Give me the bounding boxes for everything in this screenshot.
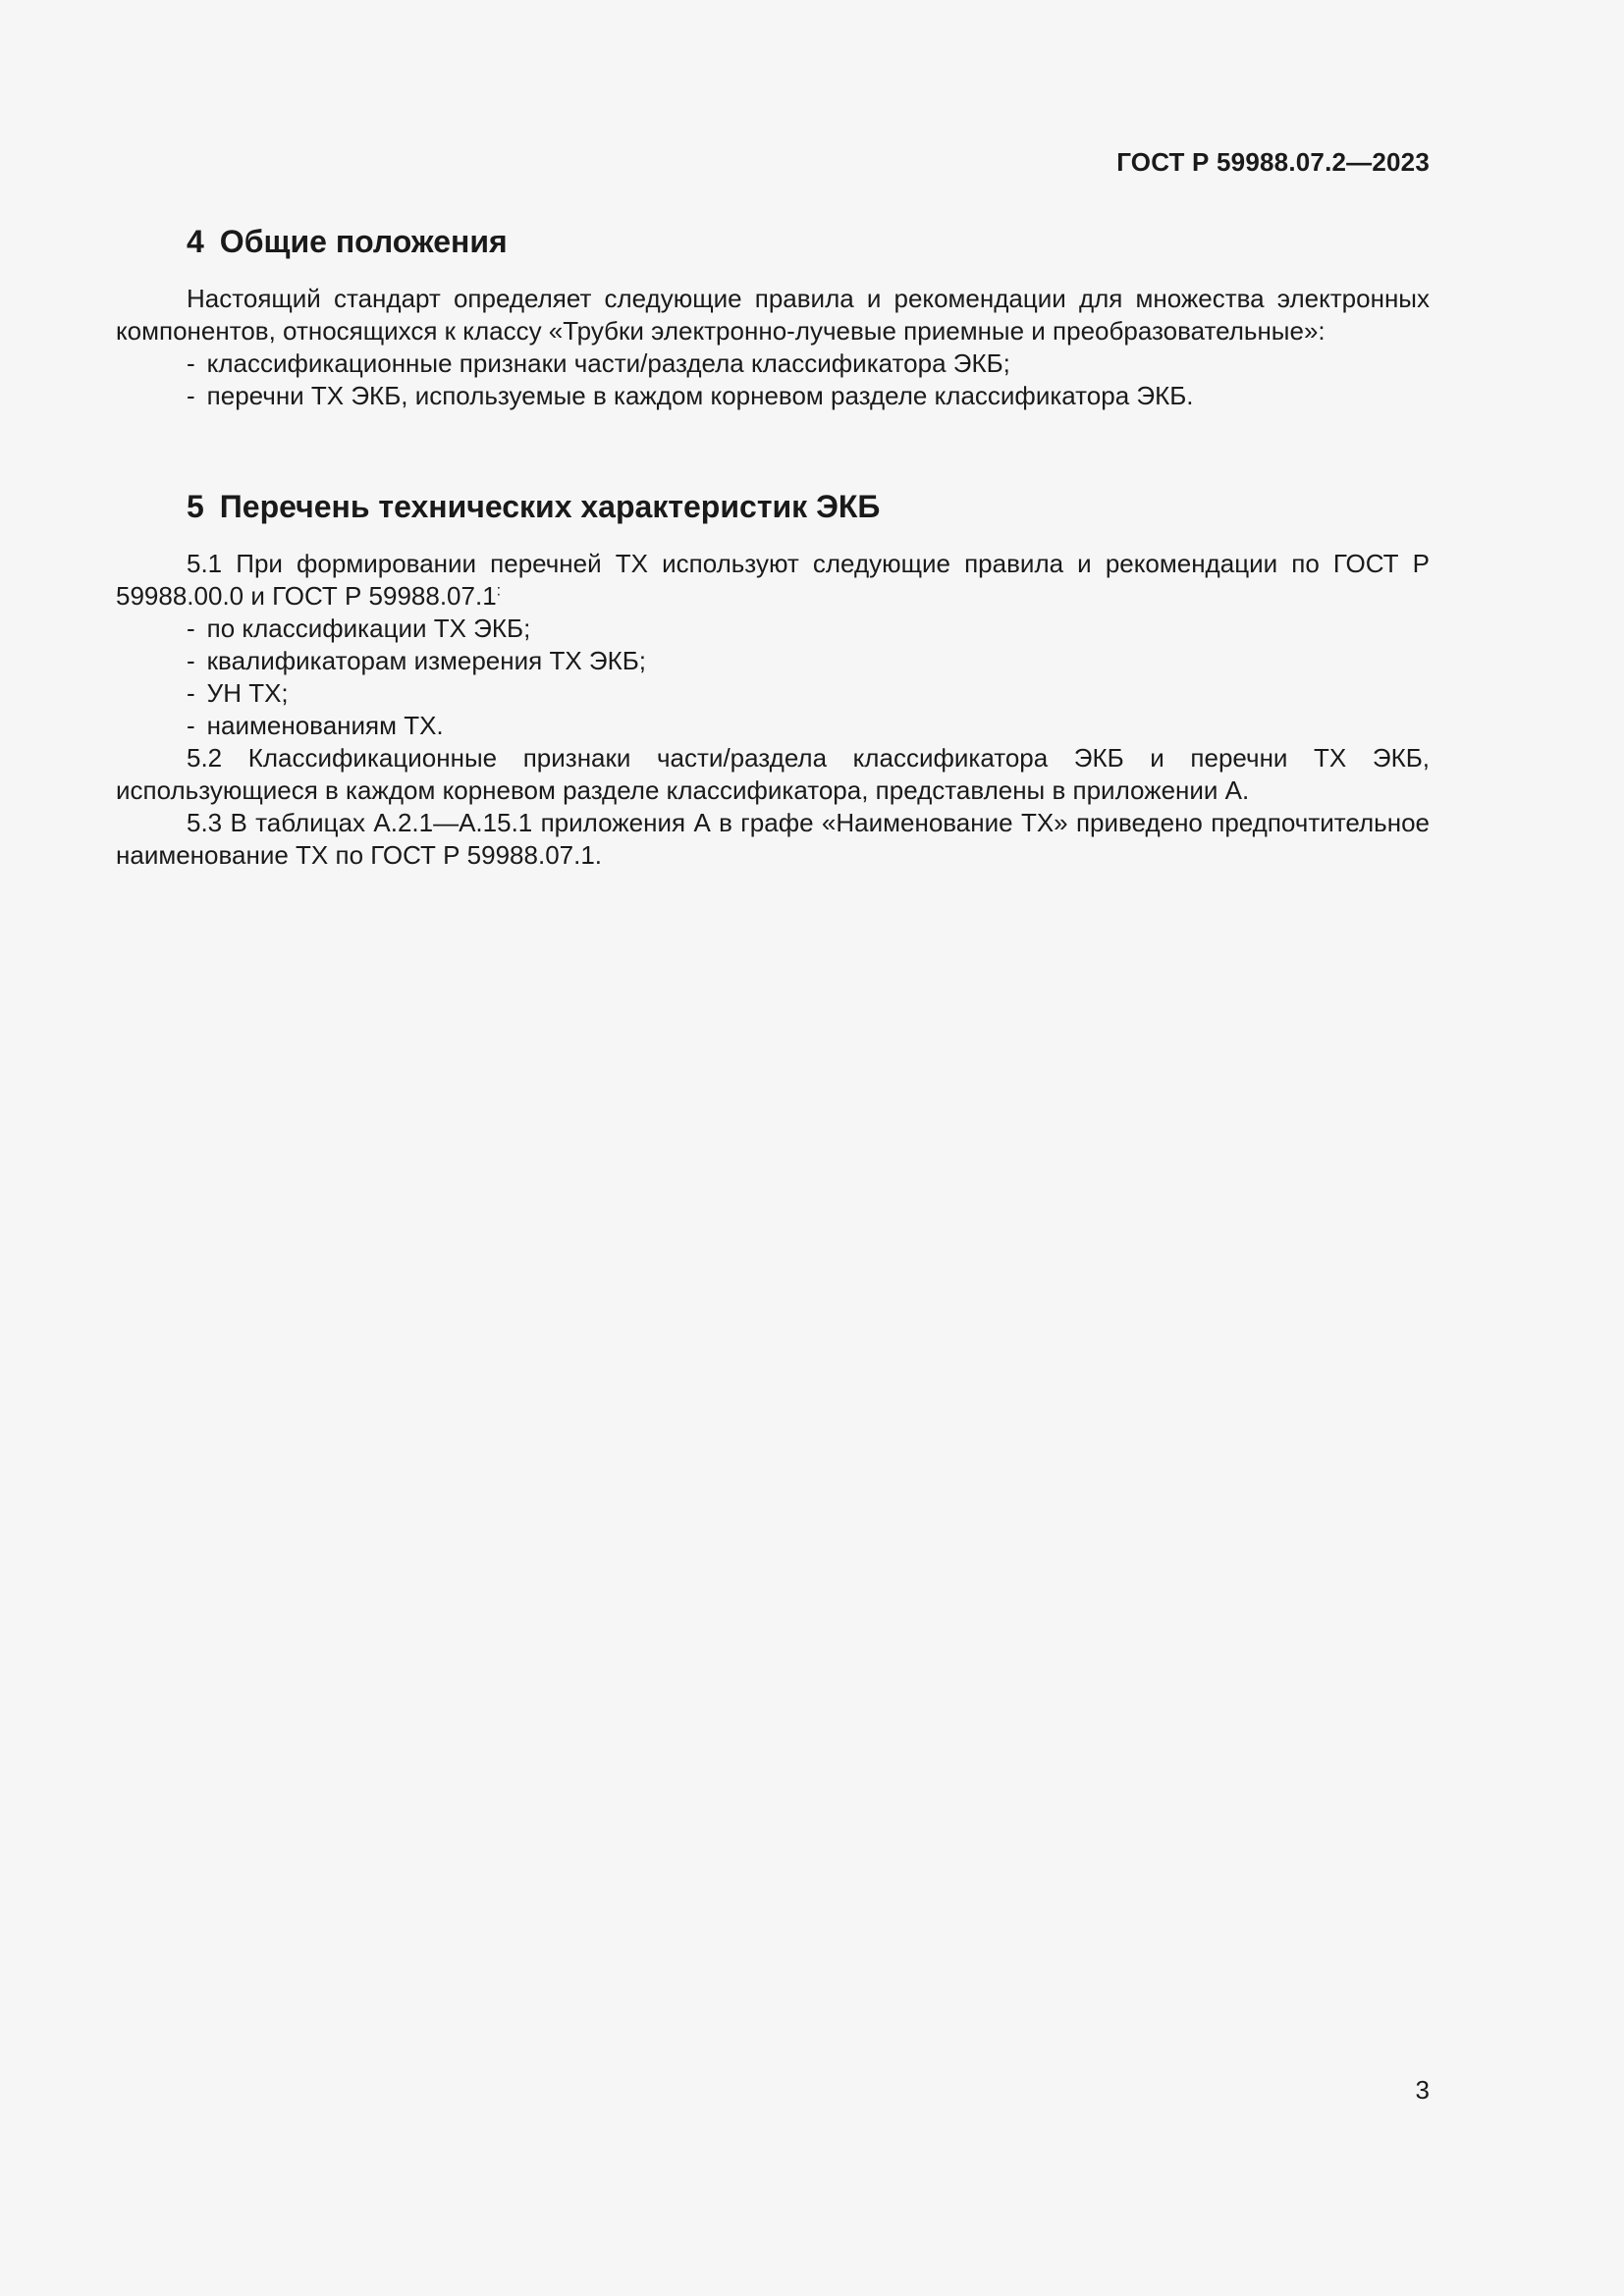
list-item: - классификационные признаки части/раздела классификатора ЭКБ;	[187, 348, 1010, 378]
list-item: - перечни ТХ ЭКБ, используемые в каждом корневом разделе классификатора ЭКБ.	[187, 381, 1194, 410]
section-5	[116, 487, 1430, 872]
list-item: - по классификации ТХ ЭКБ;	[187, 614, 531, 643]
section-4-title: Общие положения	[219, 224, 508, 259]
section-4-heading	[116, 222, 1430, 261]
section-5-title: Перечень технических характеристик ЭКБ	[219, 489, 881, 524]
section-5-number: 5	[187, 489, 204, 524]
section-4	[116, 222, 1430, 412]
section-4-paragraph: Настоящий стандарт определяет следующие правила и рекомендации для множества электронных компонентов, относящихся к классу «Трубки электронно-лучевые приемные и преобразовательные»:	[116, 284, 1430, 346]
page-number: 3	[1415, 2075, 1430, 2105]
list-item: - наименованиям ТХ.	[187, 711, 444, 740]
section-5-heading	[116, 487, 1430, 526]
list-item: - квалификаторам измерения ТХ ЭКБ;	[187, 646, 647, 675]
document-code: ГОСТ Р 59988.07.2—2023	[1116, 147, 1430, 177]
paragraph-5-2: 5.2 Классификационные признаки части/раздела классификатора ЭКБ и перечни ТХ ЭКБ, использующиеся в каждом корневом разделе классификатора, представлены в приложении А.	[116, 743, 1430, 805]
section-4-number: 4	[187, 224, 204, 259]
paragraph-5-1: 5.1 При формировании перечней ТХ используют следующие правила и рекомендации по ГОСТ Р 59988.00.0 и ГОСТ Р 59988.07.1:	[116, 549, 1430, 611]
paragraph-5-3: 5.3 В таблицах А.2.1—А.15.1 приложения А в графе «Наименование ТХ» приведено предпочтительное наименование ТХ по ГОСТ Р 59988.07.1.	[116, 808, 1430, 870]
list-item: - УН ТХ;	[187, 678, 289, 708]
